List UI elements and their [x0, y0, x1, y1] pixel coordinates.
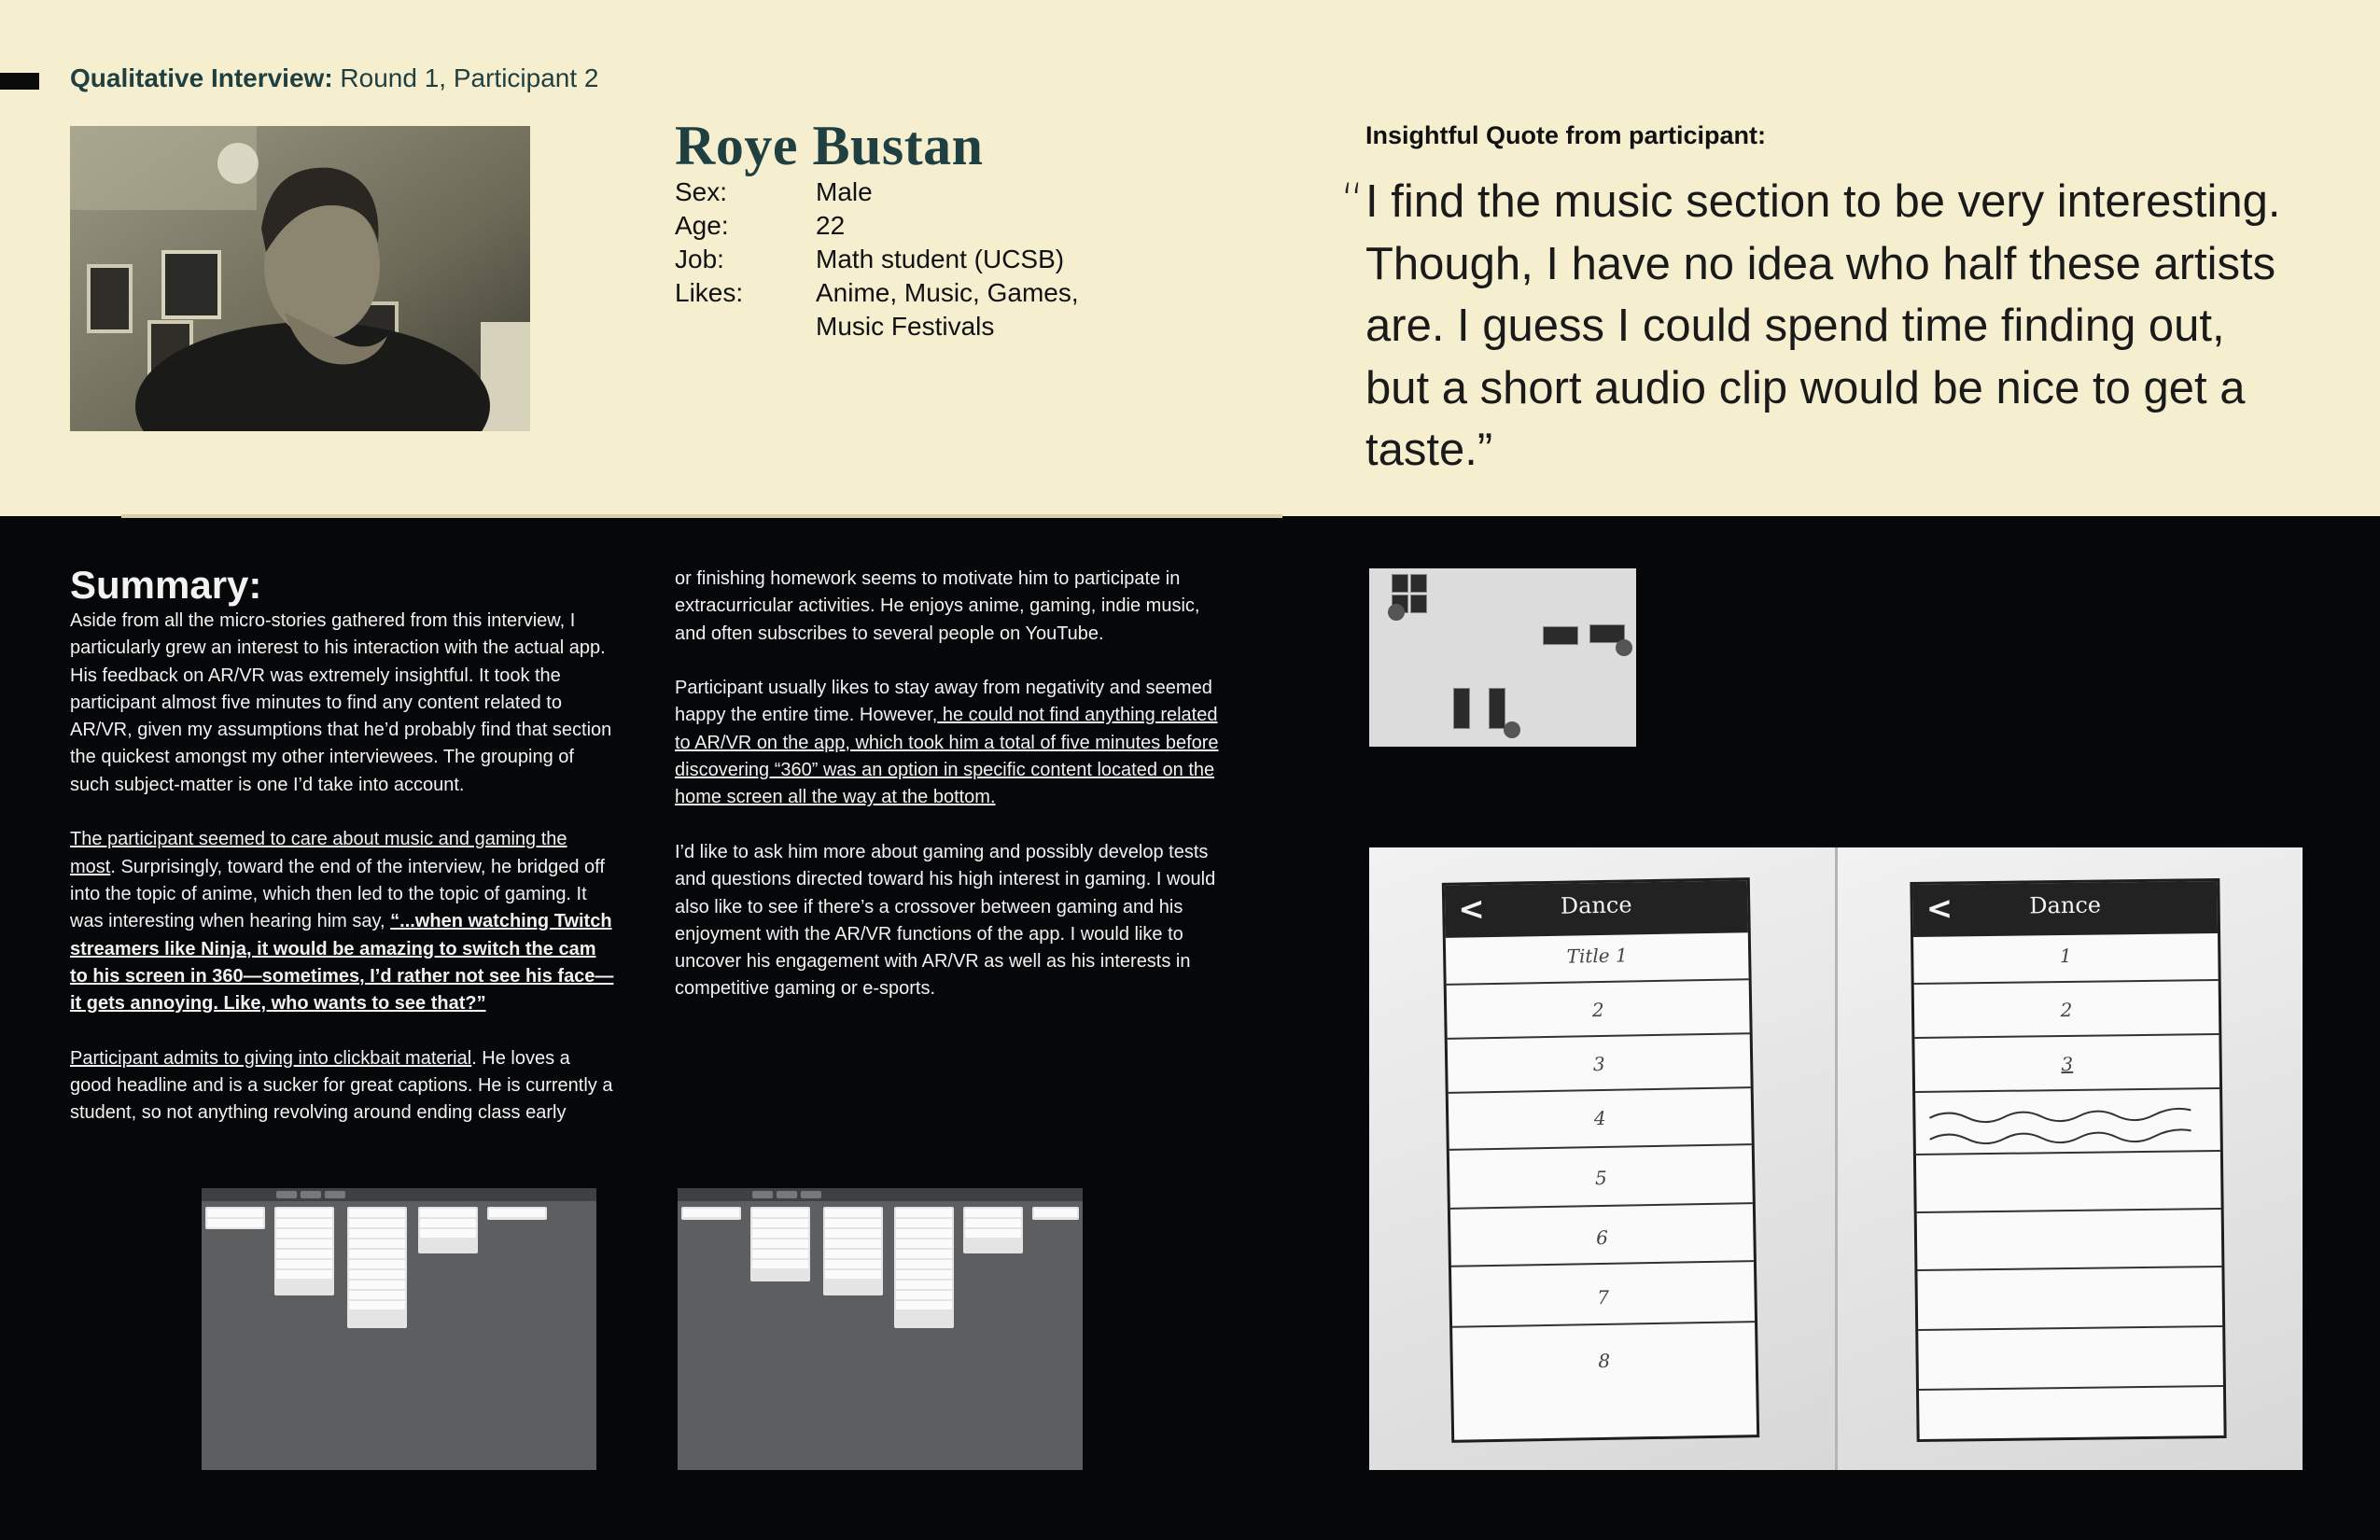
sketch-row-line	[1919, 1385, 2223, 1391]
sketch-title: Dance	[1560, 891, 1632, 919]
card-list	[205, 1207, 265, 1229]
sketch-scribble	[1925, 1100, 2215, 1151]
photo-card	[1410, 574, 1427, 593]
highlight-quote: “...when watching Twitch streamers like Ninja, it would be amazing to switch the cam to his screen in 360—sometimes, I’d rather not see his face—it gets annoying. Like, who wants to see that?”	[70, 911, 614, 1015]
card-list	[1032, 1207, 1079, 1220]
sketch-phone-right	[1910, 878, 2226, 1442]
card-sort-screenshot-1	[202, 1188, 596, 1470]
summary-column-2	[675, 566, 1235, 1030]
sketch-row-line	[1916, 1150, 2220, 1155]
back-chevron-icon: <	[1925, 889, 1953, 928]
page-marker	[0, 73, 39, 90]
photo-card	[1392, 574, 1408, 593]
screenshot-tab	[301, 1191, 321, 1198]
paper-prototype-photo	[1369, 847, 2303, 1470]
photo-card	[1489, 688, 1505, 729]
screenshot-tab	[801, 1191, 821, 1198]
detail-value: 22	[816, 211, 846, 240]
sketch-title: Dance	[2029, 891, 2102, 919]
sketch-row-line	[1450, 1202, 1753, 1210]
summary-title: Summary:	[70, 563, 262, 607]
card-list	[963, 1207, 1023, 1253]
detail-value: Math student (UCSB)	[816, 245, 1065, 273]
summary-paragraph	[70, 826, 616, 1017]
page-header	[70, 63, 598, 93]
sketch-row-line	[1447, 978, 1749, 986]
highlight-text: The participant seemed to care about music and gaming the most	[70, 829, 567, 877]
card-arrangement-photo	[1369, 568, 1636, 747]
detail-label: Job:	[675, 245, 724, 273]
quote-open-mark: “	[1340, 174, 1365, 228]
detail-row-sex	[675, 175, 1114, 209]
detail-label: Age:	[675, 211, 729, 240]
sketch-row-label: 8	[1598, 1349, 1611, 1373]
detail-label: Sex:	[675, 177, 728, 206]
sketch-row-label: 3	[2061, 1052, 2074, 1076]
quote-label: Insightful Quote from participant:	[1365, 121, 1766, 149]
card-list	[894, 1207, 954, 1328]
sketch-row-label: 1	[2059, 944, 2072, 968]
card-list	[750, 1207, 810, 1281]
detail-row-age	[675, 209, 1114, 243]
card-list	[418, 1207, 478, 1253]
detail-label: Likes:	[675, 278, 744, 307]
sketch-row-line	[1915, 1087, 2219, 1093]
screenshot-tab	[325, 1191, 345, 1198]
detail-value: Anime, Music, Games, Music Festivals	[816, 278, 1079, 341]
participant-name: Roye Bustan	[675, 115, 984, 176]
sketch-row-line	[1452, 1321, 1755, 1328]
sketch-row-line	[1449, 1086, 1751, 1094]
sketch-row-label: 2	[2060, 998, 2073, 1022]
card-list	[487, 1207, 547, 1220]
highlight-text: Participant admits to giving into clickbait material	[70, 1047, 472, 1069]
sketch-row-label: 3	[1592, 1052, 1605, 1076]
sketch-row-line	[1451, 1260, 1754, 1267]
screenshot-toolbar	[678, 1188, 1083, 1201]
card-sort-screenshot-2	[678, 1188, 1083, 1470]
participant-quote: I find the music section to be very interesting. Though, I have no idea who half these artists are. I guess I could spend time finding out, but a short audio clip would be nice to get a taste.”	[1365, 176, 2281, 475]
sketch-row-line	[1917, 1208, 2221, 1213]
detail-value: Male	[816, 177, 873, 206]
card-list	[681, 1207, 741, 1220]
summary-paragraph: or finishing homework seems to motivate him to participate in extracurricular activities. He enjoys anime, gaming, indie music, and often subscribes to several people on YouTube.	[675, 568, 1200, 644]
photo-card	[1543, 626, 1578, 645]
summary-paragraph	[675, 675, 1235, 811]
card-list	[347, 1207, 407, 1328]
card-list	[823, 1207, 883, 1295]
participant-details	[675, 175, 1114, 343]
photo-marker	[1616, 639, 1632, 656]
photo-marker	[1388, 604, 1405, 621]
summary-text: . Surprisingly, toward the end of the interview, he bridged off into the topic of anime, which then led to the topic of gaming. It was interesting when hearing him say,	[70, 856, 605, 932]
sketch-row-line	[1448, 1032, 1750, 1040]
summary-paragraph	[70, 1045, 616, 1127]
screenshot-tab	[276, 1191, 297, 1198]
sketch-fold	[1835, 847, 1838, 1470]
sketch-phone-left	[1442, 877, 1759, 1443]
photo-marker	[1504, 721, 1520, 738]
summary-column-1	[70, 608, 616, 1155]
header-divider	[121, 514, 1282, 518]
sketch-row-label: 6	[1595, 1225, 1609, 1250]
detail-row-likes	[675, 276, 1114, 343]
sketch-row-label: 2	[1591, 998, 1604, 1022]
photo-card	[1453, 688, 1470, 729]
highlight-text: he could not find anything related to AR/VR on the app, which took him a total of five minutes before discovering “360” was an option in specific content located on the home screen all the way at the bottom.	[675, 705, 1219, 808]
participant-photo-image	[70, 126, 530, 431]
back-chevron-icon: <	[1457, 890, 1486, 929]
sketch-row-label: 4	[1593, 1106, 1606, 1130]
screenshot-tab	[752, 1191, 773, 1198]
summary-paragraph: Aside from all the micro-stories gathered from this interview, I particularly grew an interest to his interaction with the actual app. His feedback on AR/VR was extremely insightful. It took the participant almost five minutes to find any content related to AR/VR, given my assumptions that he’d probably find that section the quickest amongst my other interviewees. The grouping of such subject-matter is one I’d take into account.	[70, 610, 612, 795]
detail-row-job	[675, 243, 1114, 276]
sketch-row-line	[1449, 1143, 1752, 1151]
sketch-row-label: Title 1	[1566, 944, 1628, 968]
sketch-row-line	[1914, 1033, 2219, 1039]
screenshot-toolbar	[202, 1188, 596, 1201]
sketch-row-line	[1918, 1325, 2222, 1331]
sketch-row-label: 7	[1596, 1285, 1610, 1309]
summary-text: Participant usually likes to stay away from negativity and seemed happy the entire time. However,	[675, 678, 1212, 726]
sketch-row-line	[1914, 979, 2219, 985]
sketch-row-line	[1917, 1266, 2221, 1271]
header-label: Qualitative Interview:	[70, 63, 333, 92]
participant-photo	[70, 126, 530, 431]
sketch-header	[1445, 880, 1748, 938]
photo-card	[1410, 595, 1427, 613]
header-detail: Round 1, Participant 2	[332, 63, 599, 92]
sketch-header	[1912, 881, 2218, 937]
sketch-row-label: 5	[1594, 1166, 1607, 1190]
summary-text: . He loves a good headline and is a sucker for great captions. He is currently a student, so not anything revolving around ending class early	[70, 1047, 613, 1124]
card-list	[274, 1207, 334, 1295]
screenshot-tab	[777, 1191, 797, 1198]
summary-paragraph: I’d like to ask him more about gaming and possibly develop tests and questions directed toward his high interest in gaming. I would also like to see if there’s a crossover between gaming and his enjoyment with the AR/VR functions of the app. I would like to uncover his engagement with AR/VR as well as his interests in competitive gaming or e-sports.	[675, 841, 1216, 1000]
